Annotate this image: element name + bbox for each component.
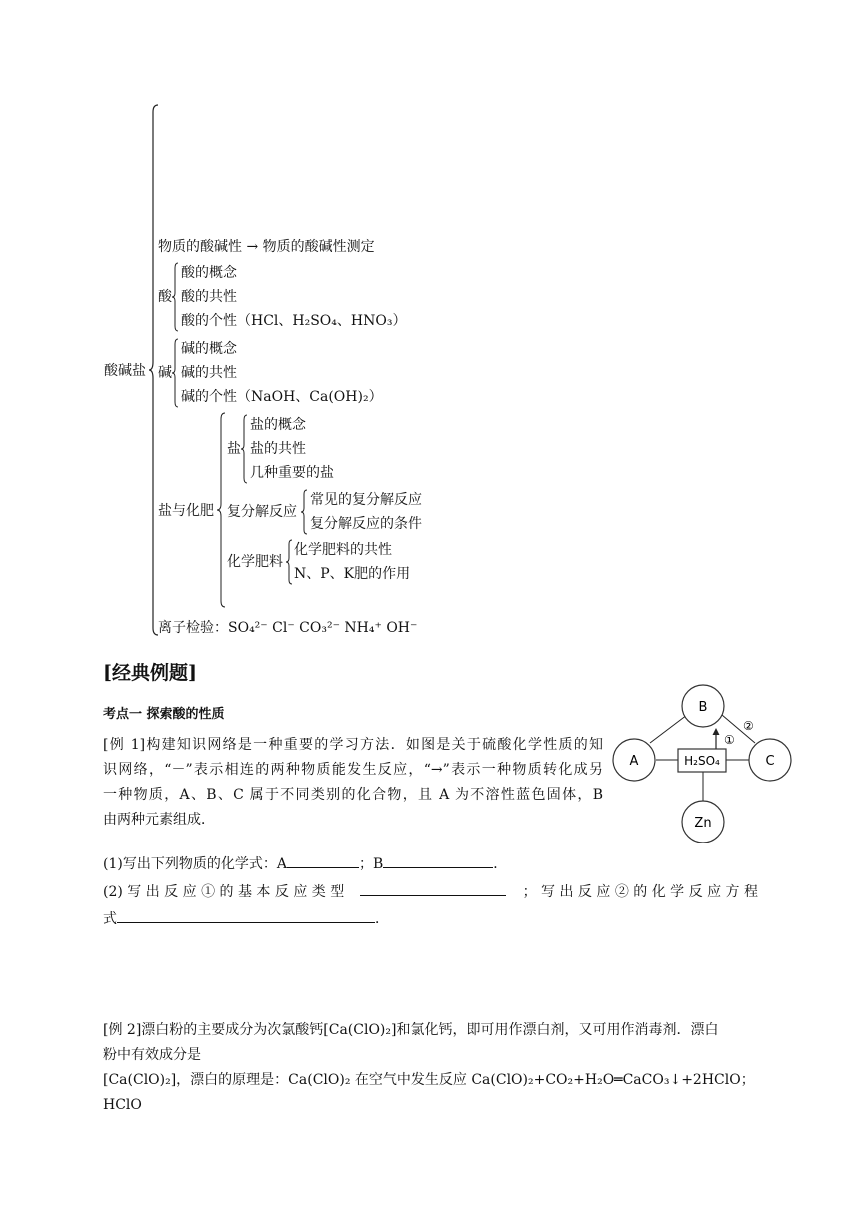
q1-mid: ；B <box>358 856 384 872</box>
example1-line1: [例 1]构建知识网络是一种重要的学习方法．如图是关于硫酸化学性质的知 <box>103 737 603 753</box>
example2-text <box>103 1018 758 1118</box>
ion-test-line: 离子检验：SO₄²⁻ Cl⁻ CO₃²⁻ NH₄⁺ OH⁻ <box>158 620 418 636</box>
q2-line1-part1: (2) 写 出 反 应 ① 的 基 本 反 应 类 型 <box>103 884 345 900</box>
link-a-b <box>650 715 687 743</box>
base-item-concept: 碱的概念 <box>181 341 237 357</box>
q1-end: ． <box>493 856 508 872</box>
double-decomposition-item-common: 常见的复分解反应 <box>310 492 422 508</box>
acidity-line: 物质的酸碱性 → 物质的酸碱性测定 <box>158 239 375 255</box>
example2-line3: [Ca(ClO)₂]，漂白的原理是：Ca(ClO)₂ 在空气中发生反应 Ca(ClO)₂+CO₂+H₂O═CaCO₃↓+2HClO；HClO <box>103 1072 755 1113</box>
topic-heading: 考点一 探索酸的性质 <box>103 707 225 722</box>
base-brace <box>171 338 179 408</box>
answer-blank-reaction-type[interactable] <box>360 880 506 896</box>
acid-brace <box>171 262 179 332</box>
reaction-mark-2: ② <box>743 719 754 733</box>
example2-line2: 粉中有效成分是 <box>103 1047 201 1063</box>
base-label: 碱 <box>158 365 172 381</box>
sulfuric-acid-diagram <box>612 683 802 847</box>
node-zn-label: Zn <box>694 816 712 831</box>
salt-item-common: 盐的共性 <box>250 441 306 457</box>
salt-brace <box>240 414 248 484</box>
base-item-common: 碱的共性 <box>181 365 237 381</box>
acid-item-concept: 酸的概念 <box>181 265 237 281</box>
acid-item-common: 酸的共性 <box>181 289 237 305</box>
q1-prefix: (1)写出下列物质的化学式：A <box>103 856 287 872</box>
double-decomposition-brace <box>300 489 308 535</box>
example1-line2: 识网络，“－”表示相连的两种物质能发生反应，“→”表示一种物质转化成另 <box>103 762 603 778</box>
node-b-label: B <box>698 700 708 715</box>
answer-blank-equation[interactable] <box>117 907 375 923</box>
node-a-label: A <box>629 754 639 769</box>
fertilizer-item-common: 化学肥料的共性 <box>294 542 392 558</box>
answer-blank-a[interactable] <box>287 852 359 868</box>
salt-label: 盐 <box>227 441 241 457</box>
reaction-mark-1: ① <box>724 733 735 747</box>
salt-item-concept: 盐的概念 <box>250 417 306 433</box>
example1-question1 <box>103 852 758 877</box>
q2-line2-prefix: 式 <box>103 911 117 927</box>
example1-question2 <box>103 880 758 932</box>
acid-label: 酸 <box>158 289 172 305</box>
fertilizer-brace <box>285 539 293 585</box>
salt-fertilizer-brace <box>216 412 226 608</box>
q2-line1-part2: ； 写 出 反 应 ② 的 化 学 反 应 方 程 <box>522 884 758 900</box>
outline-root-label: 酸碱盐 <box>104 363 146 379</box>
example1-line4: 由两种元素组成． <box>103 812 215 828</box>
example1-line3: 一种物质，A、B、C 属于不同类别的化合物，且 A 为不溶性蓝色固体，B <box>103 787 603 803</box>
fertilizer-label: 化学肥料 <box>227 554 283 570</box>
section-title: [经典例题] <box>103 662 197 684</box>
fertilizer-item-npk: N、P、K肥的作用 <box>294 566 411 582</box>
double-decomposition-item-condition: 复分解反应的条件 <box>310 516 422 532</box>
arrow-head-icon <box>713 728 720 735</box>
answer-blank-b[interactable] <box>383 852 493 868</box>
base-item-individual: 碱的个性（NaOH、Ca(OH)₂） <box>181 389 383 405</box>
node-center-label: H₂SO₄ <box>684 754 720 768</box>
node-c-label: C <box>765 754 775 769</box>
salt-fertilizer-label: 盐与化肥 <box>158 503 214 519</box>
example2-line1: [例 2]漂白粉的主要成分为次氯酸钙[Ca(ClO)₂]和氯化钙，即可用作漂白剂，又可用作消毒剂．漂白 <box>103 1022 719 1038</box>
salt-item-important: 几种重要的盐 <box>250 465 334 481</box>
double-decomposition-label: 复分解反应 <box>227 504 297 520</box>
example1-text <box>103 733 603 833</box>
acid-item-individual: 酸的个性（HCl、H₂SO₄、HNO₃） <box>181 313 407 329</box>
q2-line2-end: ． <box>375 911 389 927</box>
